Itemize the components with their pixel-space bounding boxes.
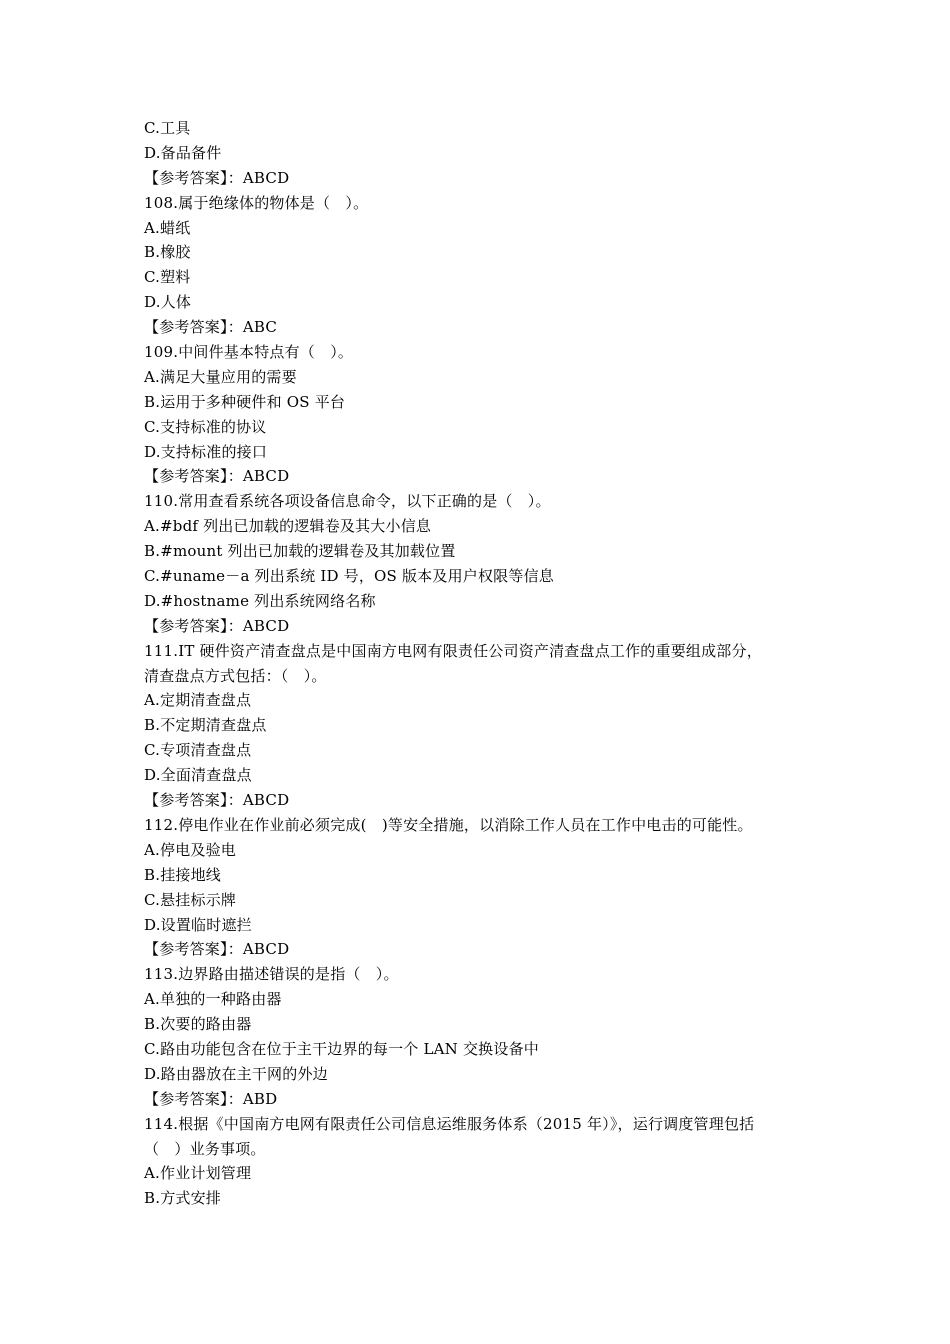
question-line-continued: 清查盘点方式包括：（ ）。 bbox=[144, 666, 327, 685]
option-line: B.橡胶 bbox=[144, 243, 191, 262]
option-line: A.单独的一种路由器 bbox=[144, 990, 282, 1009]
option-line: D.设置临时遮拦 bbox=[144, 915, 252, 934]
option-line: B.不定期清查盘点 bbox=[144, 716, 267, 735]
question-text-block bbox=[144, 116, 824, 1211]
question-line: 109.中间件基本特点有（ ）。 bbox=[144, 343, 354, 362]
option-line: D.#hostname 列出系统网络名称 bbox=[144, 591, 376, 610]
question-line: 111.IT 硬件资产清查盘点是中国南方电网有限责任公司资产清查盘点工作的重要组成部分， bbox=[144, 641, 762, 660]
answer-line: 【参考答案】：ABCD bbox=[144, 168, 290, 187]
option-line: D.备品备件 bbox=[144, 143, 222, 162]
answer-line: 【参考答案】：ABD bbox=[144, 1089, 278, 1108]
option-line: A.作业计划管理 bbox=[144, 1164, 252, 1183]
option-line: C.工具 bbox=[144, 119, 191, 137]
option-line: D.支持标准的接口 bbox=[144, 442, 268, 461]
option-line: C.路由功能包含在位于主干边界的每一个 LAN 交换设备中 bbox=[144, 1039, 539, 1058]
question-line: 108.属于绝缘体的物体是（ ）。 bbox=[144, 193, 369, 212]
answer-line: 【参考答案】：ABC bbox=[144, 318, 278, 337]
question-line: 114.根据《中国南方电网有限责任公司信息运维服务体系（2015 年）》，运行调度管理包括 bbox=[144, 1114, 755, 1133]
question-line: 113.边界路由描述错误的是指（ ）。 bbox=[144, 965, 399, 984]
option-line: C.#uname－a 列出系统 ID 号，OS 版本及用户权限等信息 bbox=[144, 567, 554, 586]
answer-line: 【参考答案】：ABCD bbox=[144, 467, 290, 486]
option-line: A.定期清查盘点 bbox=[144, 691, 252, 710]
answer-line: 【参考答案】：ABCD bbox=[144, 616, 290, 635]
option-line: B.次要的路由器 bbox=[144, 1015, 252, 1034]
answer-line: 【参考答案】：ABCD bbox=[144, 940, 290, 959]
answer-line: 【参考答案】：ABCD bbox=[144, 791, 290, 810]
option-line: C.支持标准的协议 bbox=[144, 417, 267, 436]
option-line: C.悬挂标示牌 bbox=[144, 890, 237, 909]
option-line: C.塑料 bbox=[144, 268, 191, 287]
question-line: 110.常用查看系统各项设备信息命令，以下正确的是（ ）。 bbox=[144, 492, 551, 511]
question-line-continued: （ ）业务事项。 bbox=[144, 1139, 266, 1158]
option-line: A.#bdf 列出已加载的逻辑卷及其大小信息 bbox=[144, 517, 432, 536]
question-line: 112.停电作业在作业前必须完成( )等安全措施，以消除工作人员在工作中电击的可能性。 bbox=[144, 815, 753, 834]
option-line: D.全面清查盘点 bbox=[144, 766, 252, 785]
option-line: B.方式安排 bbox=[144, 1189, 221, 1208]
option-line: A.满足大量应用的需要 bbox=[144, 367, 297, 386]
option-line: A.蜡纸 bbox=[144, 218, 191, 237]
option-line: A.停电及验电 bbox=[144, 840, 237, 859]
option-line: B.挂接地线 bbox=[144, 865, 221, 884]
option-line: D.人体 bbox=[144, 293, 192, 312]
option-line: B.#mount 列出已加载的逻辑卷及其加载位置 bbox=[144, 542, 456, 561]
option-line: C.专项清查盘点 bbox=[144, 741, 252, 760]
option-line: B.运用于多种硬件和 OS 平台 bbox=[144, 392, 346, 411]
option-line: D.路由器放在主干网的外边 bbox=[144, 1064, 328, 1083]
